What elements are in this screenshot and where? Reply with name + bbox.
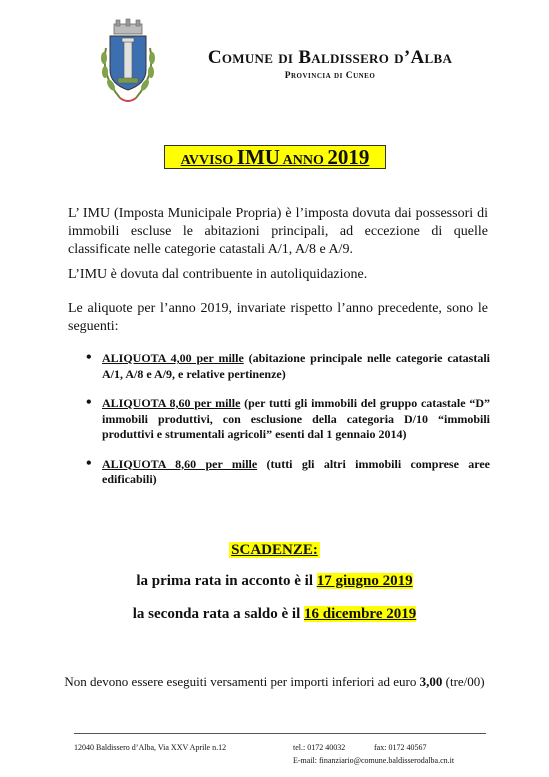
province-name: Provincia di Cuneo [284,71,376,81]
intro-paragraph: L’ IMU (Imposta Municipale Propria) è l’imposta dovuta dai possessori di immobili escluse le abitazioni principali, ad eccezione di quelle classificate nelle categorie catastali A/1, A/8 e A/9. [68,206,488,257]
footer-divider [74,733,486,734]
rates-intro-paragraph: Le aliquote per l’anno 2019, invariate rispetto l’anno precedente, sono le seguenti: [68,301,488,334]
rate-description: (tutti gli altri immobili comprese aree edificabili) [102,456,490,486]
title-part-2: IMU [236,145,280,169]
rate-item [86,457,490,488]
title-part-1: AVVISO [180,153,237,168]
second-installment-date: 16 dicembre 2019 [304,606,417,622]
first-installment-date: 17 giugno 2019 [316,573,413,589]
rate-label: ALIQUOTA 8,60 per mille [102,456,258,471]
second-installment-text: la seconda rata a saldo è il [132,606,305,622]
second-installment [0,606,549,623]
footer-phone: tel.: 0172 40032 [293,743,346,752]
rate-item [86,351,490,382]
deadlines-heading: SCADENZE: [231,542,318,558]
deadlines-heading-row [0,541,549,559]
municipal-crest-icon [96,18,160,112]
title-part-4: 2019 [327,145,370,169]
first-installment-text: la prima rata in acconto è il [136,573,317,589]
first-installment [0,573,549,590]
rate-label: ALIQUOTA 4,00 per mille [102,351,244,365]
note-amount: 3,00 [419,674,443,689]
rate-description: (per tutti gli immobili del gruppo catastale “D” immobili produttivi, con esclusione della categoria D/10 “immobili produttivi e strumentali agricoli” esenti dal 1 gennaio 2014) [102,396,490,441]
rate-item [86,396,490,443]
rates-list [86,351,490,488]
minimum-payment-note [0,674,549,690]
note-suffix: (tre/00) [442,674,485,689]
municipality-name: Comune di Baldissero d’Alba [207,47,453,68]
letterhead [180,47,480,81]
rate-description: (abitazione principale nelle categorie catastali A/1, A/8 e A/9, e relative pertinenze) [102,351,490,381]
footer-address: 12040 Baldissero d’Alba, Via XXV Aprile n.12 [74,743,227,752]
footer-fax: fax: 0172 40567 [374,743,427,752]
note-text: Non devono essere eseguiti versamenti per importi inferiori ad euro [64,674,420,689]
footer-email: E-mail: finanziario@comune.baldisserodalba.cn.it [293,756,455,765]
title-part-3: ANNO [279,153,328,168]
self-assessment-paragraph: L’IMU è dovuta dal contribuente in autoliquidazione. [68,267,368,282]
notice-title [164,145,386,169]
rate-label: ALIQUOTA 8,60 per mille [102,396,241,410]
